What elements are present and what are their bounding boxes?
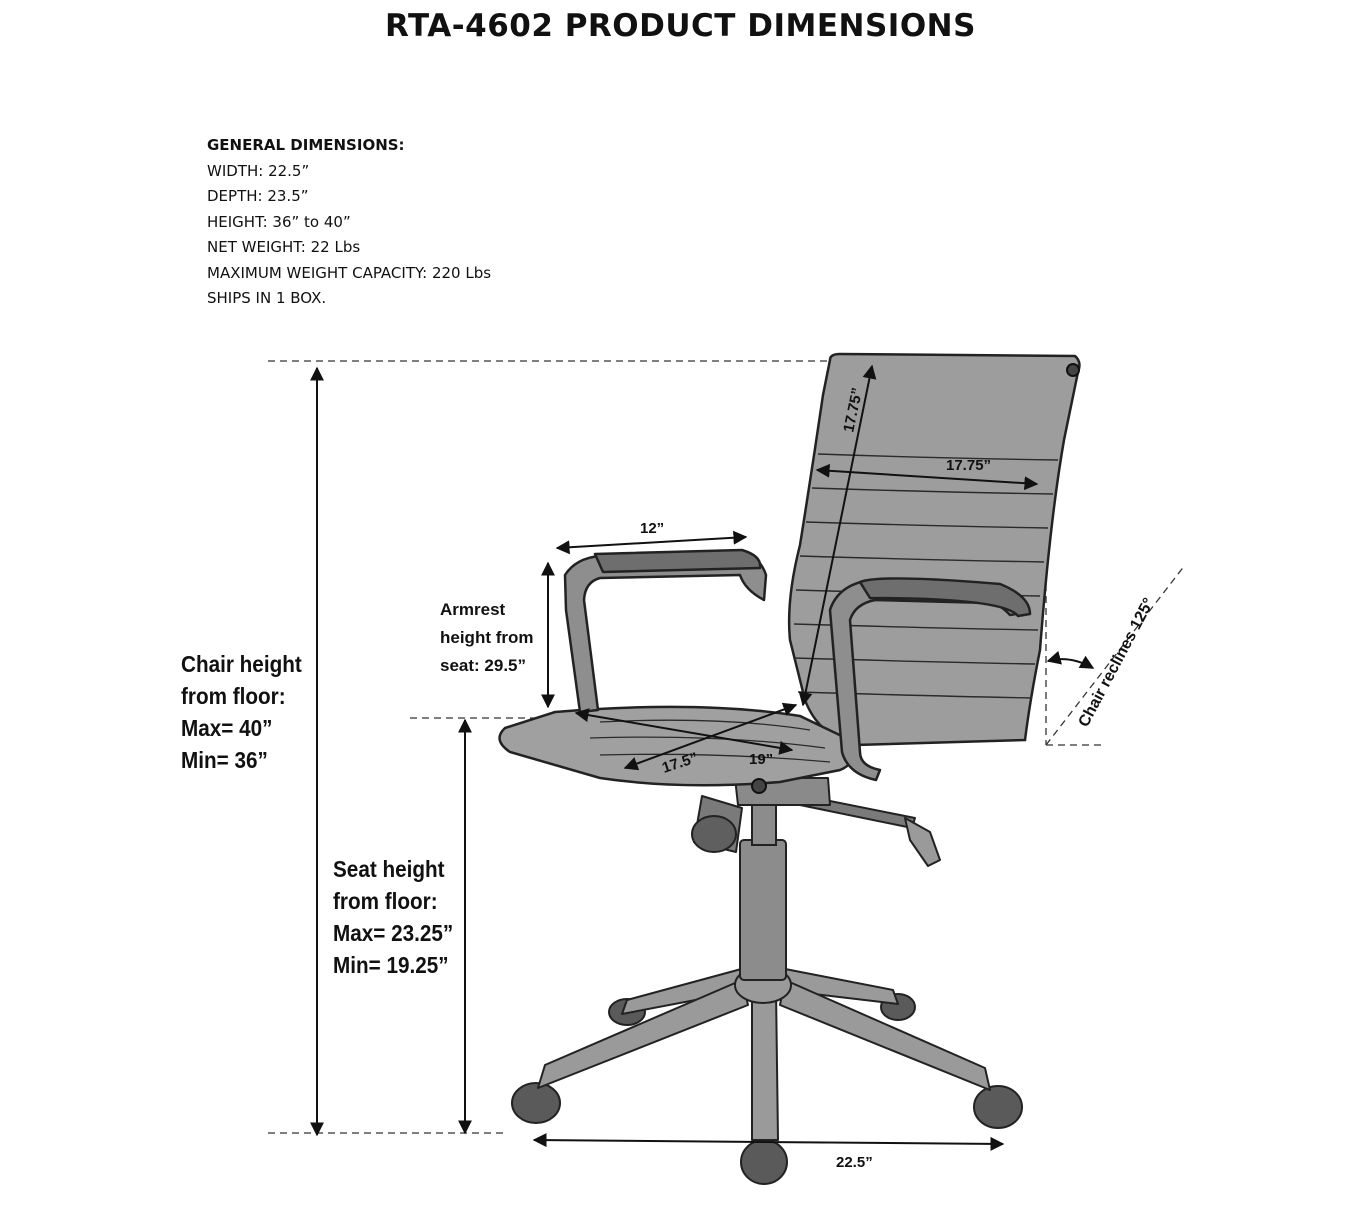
gas-cylinder (740, 805, 786, 980)
label-backrest-width: 17.75” (946, 457, 992, 474)
seat-bolt (752, 779, 766, 793)
page-title: RTA-4602 PRODUCT DIMENSIONS (385, 8, 976, 44)
chair-height-line-2: from floor: (181, 683, 286, 709)
armrest-line-3: seat: 29.5” (440, 656, 526, 675)
backrest (789, 354, 1079, 745)
backrest-bolt (1067, 364, 1079, 376)
base-leg-front (752, 990, 778, 1140)
arrow-recline (1048, 659, 1093, 668)
general-dimensions-heading: GENERAL DIMENSIONS: (207, 136, 405, 154)
label-base-width: 22.5” (836, 1154, 873, 1171)
armrest-line-1: Armrest (440, 600, 506, 619)
label-seat-width: 19” (749, 751, 774, 768)
label-armrest-length: 12” (640, 520, 665, 537)
spec-depth: DEPTH: 23.5” (207, 187, 309, 205)
label-recline: Chair reclines 125° (1075, 595, 1158, 730)
tilt-mechanism (692, 778, 940, 866)
armrest-left (565, 550, 766, 712)
spec-height: HEIGHT: 36” to 40” (207, 212, 351, 231)
armrest-height-label (440, 596, 534, 680)
caster-right (974, 1086, 1022, 1128)
backrest-shell (789, 354, 1079, 745)
chair-height-line-1: Chair height (181, 651, 302, 677)
seat-height-line-1: Seat height (333, 856, 445, 882)
armrest-line-2: height from (440, 628, 534, 647)
armrest-left-frame (565, 553, 766, 712)
tilt-lever-handle (905, 818, 940, 866)
seat-height-label (333, 853, 453, 981)
seat-height-line-2: from floor: (333, 888, 438, 914)
cylinder-upper (752, 805, 776, 845)
seat-cushion (500, 707, 854, 785)
tension-knob-cap (692, 816, 736, 852)
spec-max-weight: MAXIMUM WEIGHT CAPACITY: 220 Lbs (207, 263, 492, 282)
caster-front (741, 1140, 787, 1184)
seat-height-max: Max= 23.25” (333, 920, 454, 946)
spec-ships: SHIPS IN 1 BOX. (207, 289, 327, 307)
label-backrest-height: 17.75” (840, 386, 867, 434)
armrest-left-pad (595, 550, 760, 572)
arrow-armrest-length (557, 537, 746, 548)
star-base (538, 967, 990, 1140)
seat-height-min: Min= 19.25” (333, 952, 449, 978)
label-seat-depth: 17.5” (659, 749, 701, 777)
cylinder-lower (740, 840, 786, 980)
spec-width: WIDTH: 22.5” (207, 161, 310, 180)
spec-net-weight: NET WEIGHT: 22 Lbs (207, 238, 361, 256)
caster-left (512, 1083, 560, 1123)
chair-height-min: Min= 36” (181, 747, 268, 773)
chair-height-label (181, 648, 302, 776)
chair-height-max: Max= 40” (181, 715, 273, 741)
